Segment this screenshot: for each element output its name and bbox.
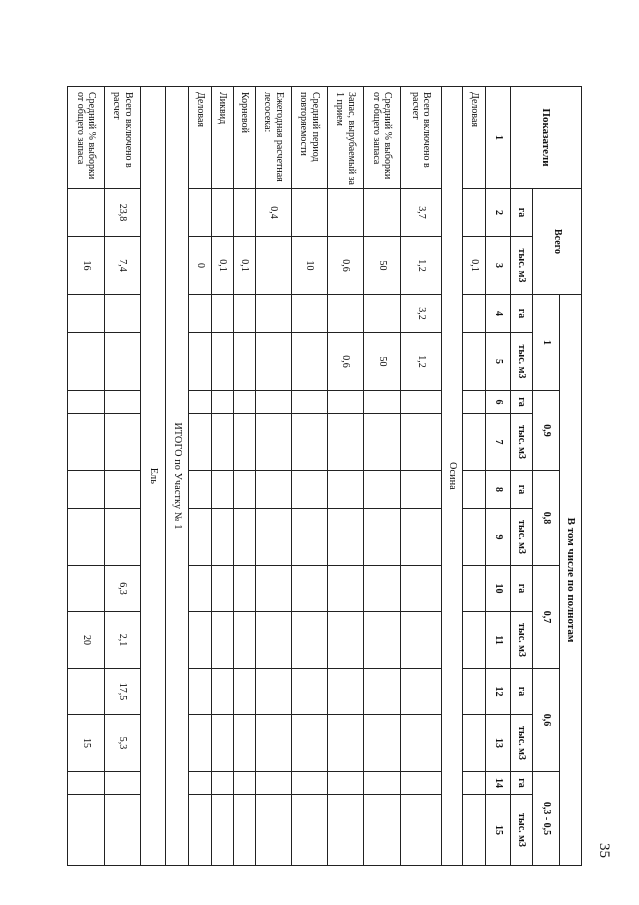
table-cell [328,509,364,566]
table-cell [105,333,141,391]
table-cell [463,715,486,772]
table-cell [105,295,141,333]
header-group: 0,6 [533,669,560,772]
header-unit-m3: тыс. м3 [511,414,533,471]
table-cell [68,333,105,391]
table-cell [401,414,442,471]
table-cell [463,333,486,391]
section-row [166,87,189,866]
col-number: 4 [486,295,511,333]
table-cell [328,471,364,509]
table-cell: 15 [68,715,105,772]
table-cell [256,669,292,715]
table-cell [364,414,401,471]
col-number: 12 [486,669,511,715]
table-cell [328,295,364,333]
table-cell [234,295,256,333]
table-cell [292,391,328,414]
table-cell [189,772,212,795]
table-cell [68,295,105,333]
table-cell [68,772,105,795]
table-cell [234,795,256,866]
header-unit-ha: га [511,391,533,414]
table-cell [463,414,486,471]
table-cell [364,715,401,772]
table-cell [234,566,256,612]
header-group: 1 [533,295,560,391]
table-row [105,87,141,866]
table-cell [292,772,328,795]
header-unit-m3: тыс. м3 [511,333,533,391]
table-cell [212,669,234,715]
col-number: 5 [486,333,511,391]
table-cell [328,669,364,715]
col-number: 3 [486,237,511,295]
header-row-units [511,87,533,866]
table-row [401,87,442,866]
column-numbers-row [486,87,511,866]
table-cell [292,669,328,715]
row-label: Средний % выборки от общего запаса [68,87,105,189]
table-cell [212,612,234,669]
table-cell [256,612,292,669]
table-cell [234,772,256,795]
header-unit-ha: га [511,189,533,237]
header-unit-ha: га [511,566,533,612]
table-cell [364,189,401,237]
table-cell [292,566,328,612]
table-cell [189,333,212,391]
table-cell [68,795,105,866]
table-cell [292,795,328,866]
table-cell [463,189,486,237]
table-cell [256,566,292,612]
table-cell: 5,3 [105,715,141,772]
table-cell [189,669,212,715]
table-cell: 0,1 [234,237,256,295]
header-unit-m3: тыс. м3 [511,715,533,772]
table-cell [234,471,256,509]
table-cell [256,414,292,471]
section-label: Осина [442,87,463,866]
table-cell [234,189,256,237]
table-cell: 3,2 [401,295,442,333]
table-cell [328,795,364,866]
col-number: 11 [486,612,511,669]
table-cell [463,566,486,612]
table-cell [212,509,234,566]
table-cell [463,391,486,414]
col-number: 10 [486,566,511,612]
table-cell: 7,4 [105,237,141,295]
table-cell [463,795,486,866]
table-cell [292,509,328,566]
density-table [75,86,582,865]
table-cell [292,471,328,509]
table-cell [234,391,256,414]
table-cell [328,715,364,772]
table-cell [463,612,486,669]
table-cell [401,715,442,772]
table-cell: 0 [189,237,212,295]
header-unit-ha: га [511,772,533,795]
section-row [442,87,463,866]
row-label: Корневой [234,87,256,189]
row-label: Средний % выборки от общего запаса [364,87,401,189]
table-cell [328,189,364,237]
header-group: 0,3 - 0,5 [533,772,560,866]
header-row-1 [560,87,582,866]
table-cell [234,669,256,715]
section-label: ИТОГО по Участку № 1 [166,87,189,866]
table-cell [105,795,141,866]
table-cell [105,471,141,509]
table-cell [463,669,486,715]
table-cell: 0,1 [212,237,234,295]
table-cell [463,772,486,795]
table-cell [364,669,401,715]
table-cell: 10 [292,237,328,295]
header-unit-m3: тыс. м3 [511,795,533,866]
table-cell [401,471,442,509]
col-number: 2 [486,189,511,237]
table-cell [189,509,212,566]
table-cell [68,414,105,471]
table-cell: 1,2 [401,333,442,391]
col-number: 13 [486,715,511,772]
table-cell [328,772,364,795]
table-cell [189,795,212,866]
header-group: 0,8 [533,471,560,566]
table-cell [401,566,442,612]
table-cell [105,509,141,566]
table-cell: 2,1 [105,612,141,669]
table-row [212,87,234,866]
table-cell: 1,2 [401,237,442,295]
table-cell [212,189,234,237]
table-cell [364,295,401,333]
table-cell [212,391,234,414]
table-cell [292,612,328,669]
table-cell: 16 [68,237,105,295]
table-row [68,87,105,866]
table-cell [189,414,212,471]
table-cell [328,391,364,414]
table-cell [234,715,256,772]
table-cell [292,715,328,772]
table-cell [212,772,234,795]
col-number: 14 [486,772,511,795]
row-label: Всего включено в расчет [401,87,442,189]
header-total: Всего [533,189,582,295]
table-cell: 50 [364,237,401,295]
table-cell [292,189,328,237]
header-group: 0,9 [533,391,560,471]
table-cell [212,715,234,772]
table-cell [364,795,401,866]
col-number: 7 [486,414,511,471]
table-cell [292,295,328,333]
table-cell [234,333,256,391]
table-cell [364,471,401,509]
table-cell [256,295,292,333]
table-cell [212,566,234,612]
table-cell [256,237,292,295]
row-label: Деловая [189,87,212,189]
table-cell: 20 [68,612,105,669]
table-cell [212,295,234,333]
table-cell [68,566,105,612]
table-cell [256,333,292,391]
table-cell [401,772,442,795]
table-cell [189,715,212,772]
table-row [292,87,328,866]
header-group: 0,7 [533,566,560,669]
row-label: Ежегодная расчетная лесосека: [256,87,292,189]
table-row [463,87,486,866]
col-number: 6 [486,391,511,414]
table-cell: 0,1 [463,237,486,295]
table-cell [234,612,256,669]
col-number: 9 [486,509,511,566]
header-by-density: В том числе по полнотам [560,295,582,866]
table-cell [189,566,212,612]
table-row [189,87,212,866]
table-cell [401,391,442,414]
table-cell [189,612,212,669]
table-cell [256,391,292,414]
table-cell [401,612,442,669]
table-cell [68,391,105,414]
table-cell [234,414,256,471]
table-cell: 50 [364,333,401,391]
row-label: Средний период повторяемости [292,87,328,189]
section-label: Ель [141,87,166,866]
table-cell [212,414,234,471]
table-cell [256,795,292,866]
table-row [256,87,292,866]
table-cell [401,795,442,866]
header-unit-m3: тыс. м3 [511,509,533,566]
table-cell [292,414,328,471]
table-cell [212,795,234,866]
table-cell [68,471,105,509]
table-cell [328,612,364,669]
page-number: 35 [596,843,612,858]
table-cell: 17,5 [105,669,141,715]
table-cell: 0,4 [256,189,292,237]
table-cell [189,295,212,333]
header-indicators: Показатели [511,87,582,189]
table-cell [105,391,141,414]
table-cell [189,471,212,509]
col-number: 8 [486,471,511,509]
header-unit-ha: га [511,471,533,509]
table-cell [364,772,401,795]
table-cell [234,509,256,566]
table-cell [328,566,364,612]
table-cell [401,669,442,715]
row-label: Деловая [463,87,486,189]
table-cell [189,391,212,414]
table-cell: 6,3 [105,566,141,612]
header-unit-ha: га [511,295,533,333]
table-cell [364,391,401,414]
table-cell [105,772,141,795]
table-row [328,87,364,866]
col-number: 1 [486,87,511,189]
table-cell [463,509,486,566]
header-unit-m3: тыс. м3 [511,237,533,295]
table-cell [212,471,234,509]
table-cell: 23,8 [105,189,141,237]
row-label: Всего включено в расчет [105,87,141,189]
table-cell [256,772,292,795]
table-cell [292,333,328,391]
table-cell [364,612,401,669]
header-unit-ha: га [511,669,533,715]
table-cell [364,509,401,566]
section-row [141,87,166,866]
table-cell [256,471,292,509]
table-cell [68,189,105,237]
table-row [234,87,256,866]
table-cell [212,333,234,391]
col-number: 15 [486,795,511,866]
table-cell [68,509,105,566]
table-cell [328,414,364,471]
table-cell [256,509,292,566]
table-cell [68,669,105,715]
table-cell [256,715,292,772]
data-table [67,86,582,866]
table-cell: 0,6 [328,237,364,295]
table-cell [105,414,141,471]
table-cell: 0,6 [328,333,364,391]
table-cell: 3,7 [401,189,442,237]
table-cell [189,189,212,237]
header-unit-m3: тыс. м3 [511,612,533,669]
row-label: Ликвид [212,87,234,189]
row-label: Запас, вырубаемый за 1 прием [328,87,364,189]
table-cell [364,566,401,612]
table-cell [401,509,442,566]
table-row [364,87,401,866]
table-cell [463,471,486,509]
table-cell [463,295,486,333]
